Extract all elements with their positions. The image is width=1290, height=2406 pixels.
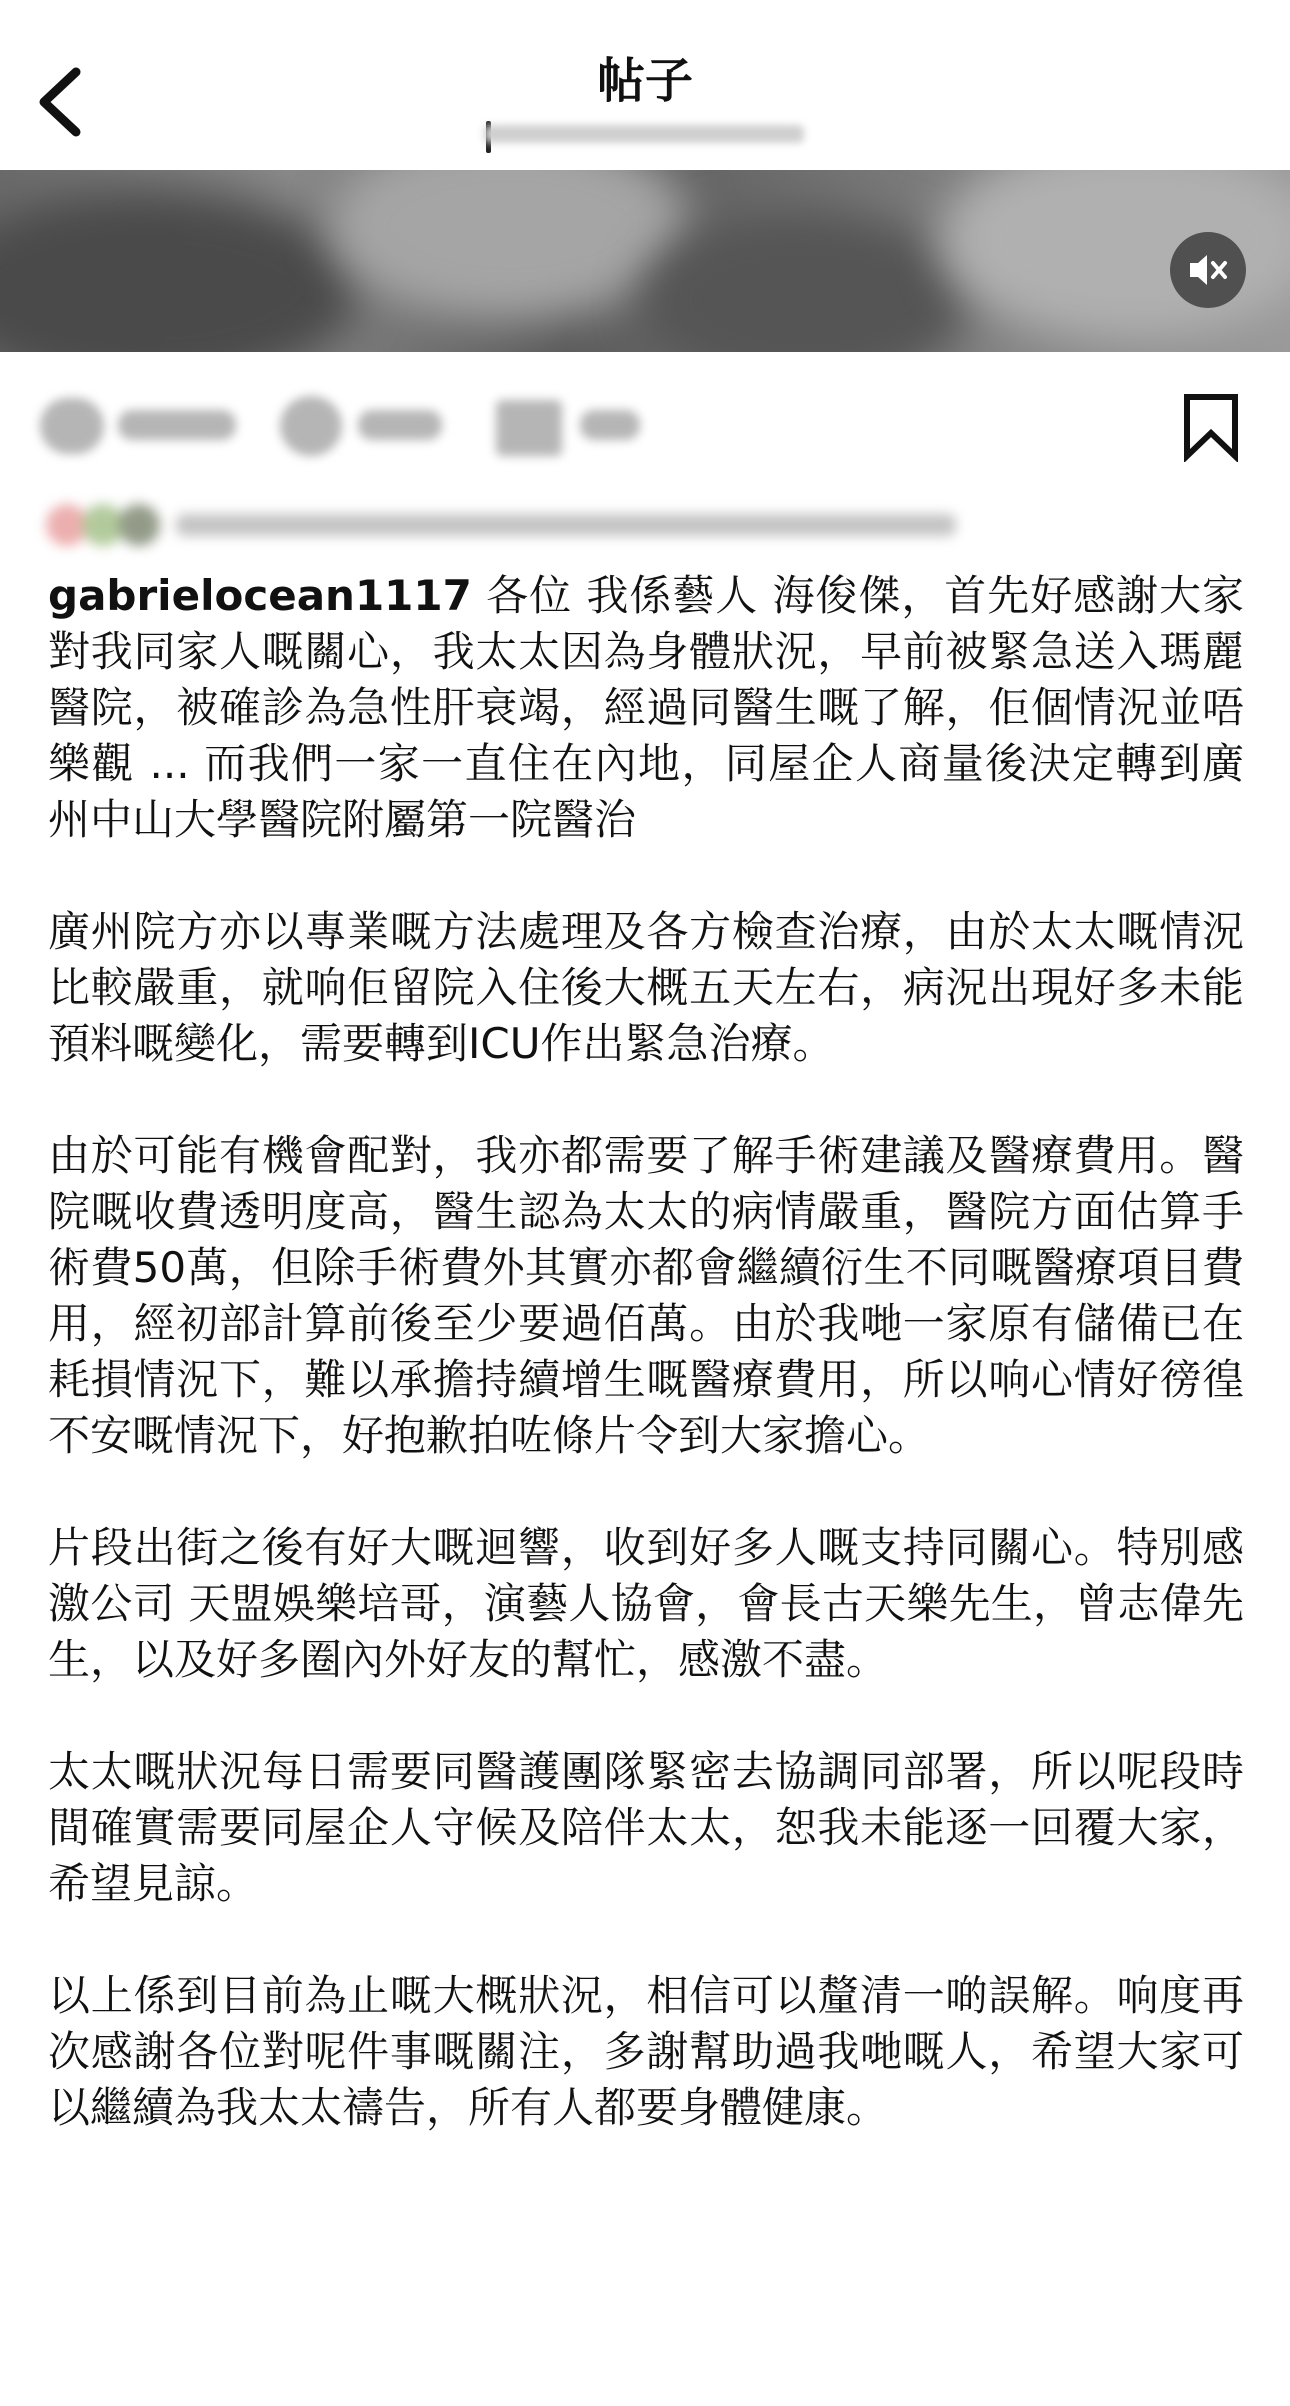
page-title: 帖子 <box>596 53 693 109</box>
caption-paragraph: 由於可能有機會配對，我亦都需要了解手術建議及醫療費用。醫院嘅收費透明度高，醫生認為太太的病情嚴重，醫院方面估算手術費50萬，但除手術費外其實亦都會繼續衍生不同嘅醫療項目費用，經初部計算前後至少要過佰萬。由於我哋一家原有儲備已在耗損情況下，難以承擔持續增生嘅醫療費用，所以响心情好徬徨不安嘅情況下，好抱歉拍咗條片令到大家擔心。 <box>48 1131 1244 1460</box>
bookmark-icon <box>1180 392 1242 462</box>
avatar <box>118 504 160 546</box>
caption-paragraph: 太太嘅狀況每日需要同醫護團隊緊密去協調同部署，所以呢段時間確實需要同屋企人守候及陪伴太太，恕我未能逐一回覆大家，希望見諒。 <box>48 1747 1244 1908</box>
caption-paragraph: gabrielocean1117 各位 我係藝人 海俊傑，首先好感謝大家對我同家人嘅關心，我太太因為身體狀況，早前被緊急送入瑪麗醫院，被確診為急性肝衰竭，經過同醫生嘅了解，佢個情況並唔樂觀 ... 而我們一家一直住在內地，同屋企人商量後決定轉到廣州中山大學醫院附屬第一院醫治 <box>48 571 1244 844</box>
post-username[interactable]: gabrielocean1117 <box>48 571 472 620</box>
post-video[interactable] <box>0 170 1290 352</box>
top-nav-bar <box>0 0 1290 170</box>
caption-paragraph: 片段出街之後有好大嘅迴響，收到好多人嘅支持同關心。特別感激公司 天盟娛樂培哥，演藝人協會，會長古天樂先生，曾志偉先生，以及好多圈內外好友的幫忙，感激不盡。 <box>48 1523 1244 1684</box>
caption-paragraph: 以上係到目前為止嘅大概狀況，相信可以釐清一啲誤解。响度再次感謝各位對呢件事嘅關注，多謝幫助過我哋嘅人，希望大家可以繼續為我太太禱告，所有人都要身體健康。 <box>48 1971 1244 2132</box>
action-bar <box>0 370 1290 480</box>
blurred-action-counts <box>40 390 640 460</box>
blurred-liked-by <box>46 498 966 552</box>
post-caption <box>48 568 1244 2136</box>
speaker-muted-icon <box>1170 232 1246 308</box>
mute-button[interactable] <box>1170 232 1246 308</box>
caption-paragraph: 廣州院方亦以專業嘅方法處理及各方檢查治療，由於太太嘅情況比較嚴重，就响佢留院入住後大概五天左右，病況出現好多未能預料嘅變化，需要轉到ICU作出緊急治療。 <box>48 907 1244 1068</box>
save-button[interactable] <box>1180 392 1242 462</box>
blurred-subtitle <box>478 115 808 161</box>
